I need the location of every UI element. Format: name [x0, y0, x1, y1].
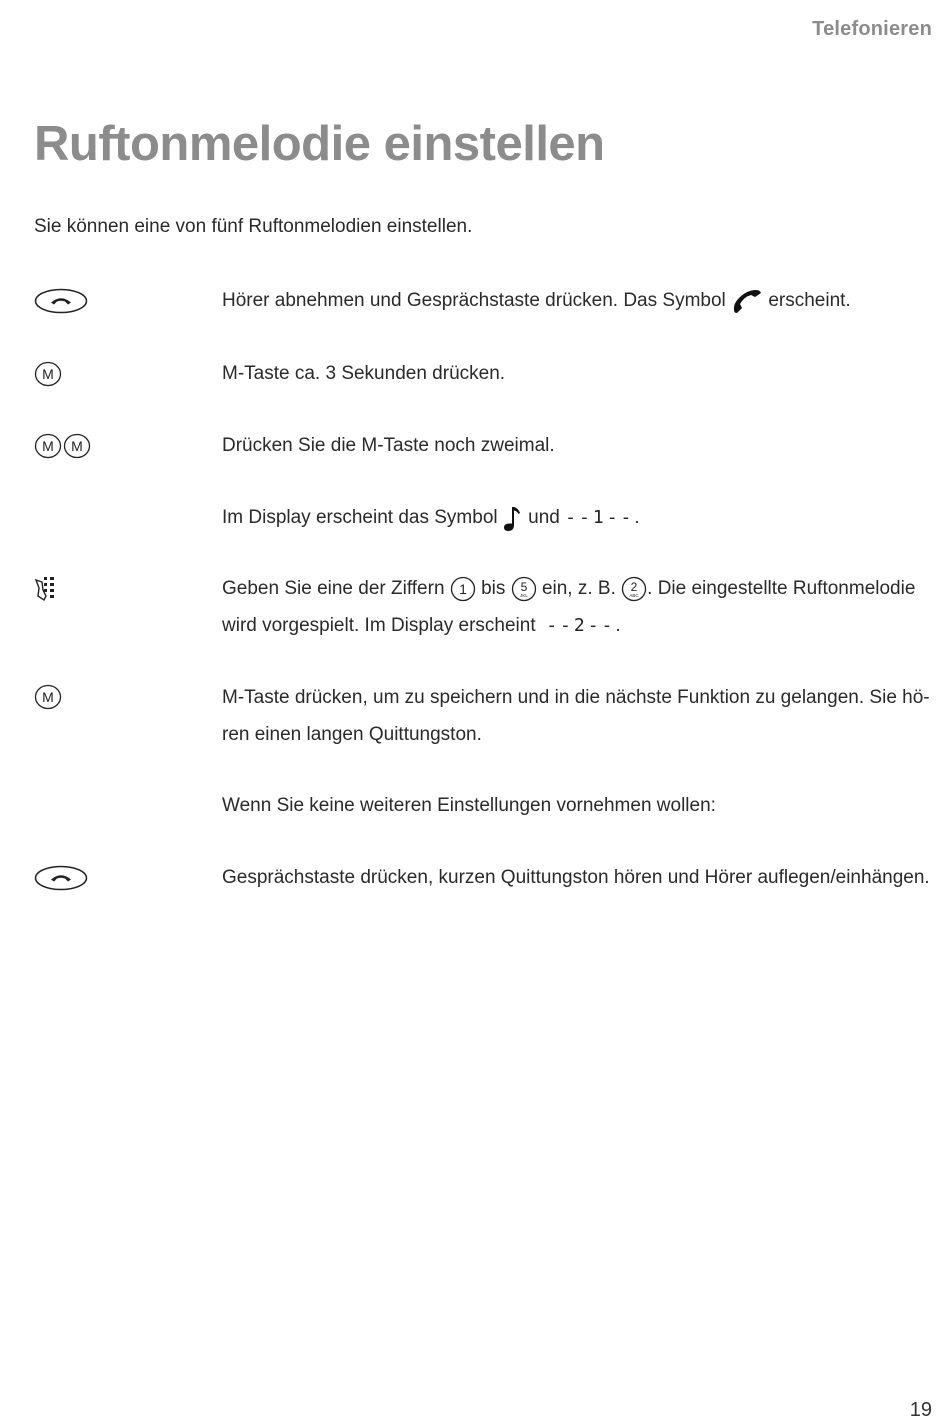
m-key-icon [34, 433, 94, 459]
step-5-text-d: . Die eingestellte Ruftonmelodie [647, 578, 916, 599]
step-4-text [222, 499, 932, 536]
step-4-text-a: Im Display erscheint das Symbol [222, 507, 498, 528]
step-2-text: M-Taste ca. 3 Sekunden drücken. [222, 363, 506, 384]
step-6-text [222, 679, 932, 753]
handset-symbol-icon [731, 288, 763, 314]
m-key-icon [34, 361, 64, 387]
step-1-text-b: erscheint. [768, 290, 851, 311]
step-8-text: Gesprächstaste drücken, kurzen Quittungston hören und Hörer auflegen/einhängen. [222, 867, 930, 888]
step-1-text-a: Hörer abnehmen und Gesprächstaste drücken. Das Symbol [222, 290, 726, 311]
step-7-text: Wenn Sie keine weiteren Einstellungen vornehmen wollen: [222, 795, 716, 816]
step-5-text-b: bis [481, 578, 506, 599]
step-5-text [222, 570, 932, 644]
display-dashes: -- [565, 507, 593, 529]
display-dashes: -- [546, 615, 574, 637]
display-digit: 2 [573, 615, 588, 637]
key-sublabel: ABC [629, 592, 639, 598]
keypad-icon [34, 574, 58, 602]
page-number: 19 [909, 1399, 932, 1421]
display-digit: 1 [592, 507, 607, 529]
step-5-text-f: . [615, 615, 621, 636]
digit-key-2-icon [621, 576, 647, 602]
key-label: 1 [458, 580, 467, 597]
step-6-text-b: ren einen langen Quittungston. [222, 724, 482, 745]
m-key-label: M [42, 366, 54, 382]
display-dashes: -- [606, 507, 635, 529]
digit-key-1-icon [450, 576, 476, 602]
music-note-icon [503, 504, 523, 532]
m-key-label: M [42, 438, 54, 454]
section-label: Telefonieren [812, 18, 932, 40]
key-label: 2 [630, 579, 638, 594]
step-5-text-e: wird vorgespielt. Im Display erscheint [222, 615, 536, 636]
m-key-icon [34, 684, 64, 710]
talk-key-icon [34, 288, 88, 314]
digit-key-5-icon [511, 576, 537, 602]
talk-key-icon [34, 865, 88, 891]
page-title: Ruftonmelodie einstellen [34, 117, 605, 171]
step-4-text-c: . [634, 507, 640, 528]
intro-text: Sie können eine von fünf Ruftonmelodien einstellen. [34, 216, 473, 237]
step-5-text-a: Geben Sie eine der Ziffern [222, 578, 445, 599]
m-key-label: M [71, 438, 83, 454]
step-4-text-b: und [528, 507, 560, 528]
m-key-label: M [42, 689, 54, 705]
step-1-text [222, 282, 932, 319]
display-dashes: -- [587, 615, 616, 637]
step-5-text-c: ein, z. B. [541, 578, 616, 599]
key-label: 5 [520, 579, 527, 594]
step-6-text-a: M-Taste drücken, um zu speichern und in die nächste Funktion zu gelangen. Sie hö- [222, 687, 930, 708]
step-3-text: Drücken Sie die M-Taste noch zweimal. [222, 435, 555, 456]
key-sublabel: JKL [519, 592, 528, 598]
